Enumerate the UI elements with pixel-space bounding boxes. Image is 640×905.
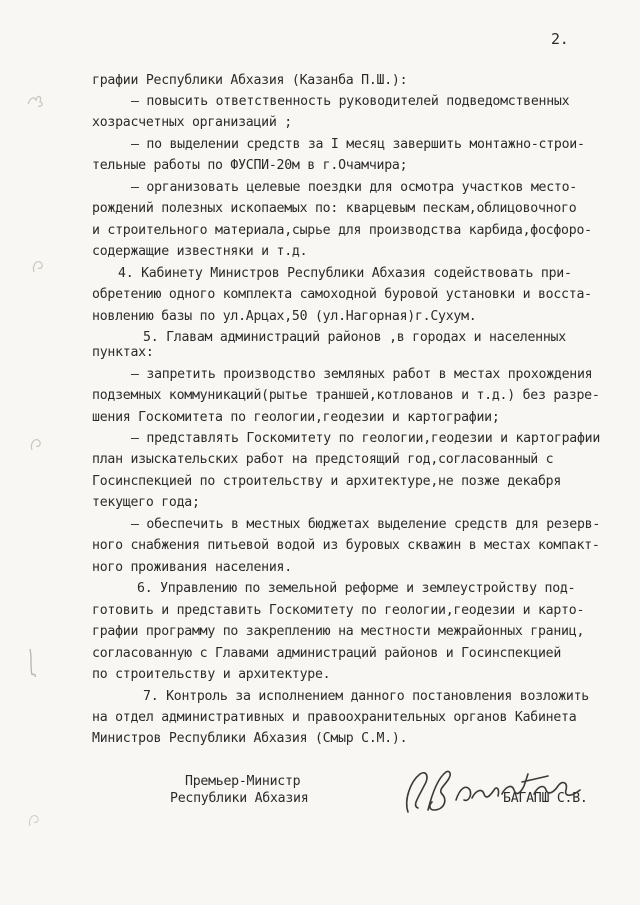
text-line: графии программу по закреплению на местности межрайонных границ, [92,624,585,639]
text-line: 6. Управлению по земельной реформе и землеустройству под- [137,581,576,596]
text-line: подземных коммуникаций(рытье траншей,котлованов и т.д.) без разре- [92,388,600,403]
text-line: – обеспечить в местных бюджетах выделение средств для резерв- [131,517,601,532]
signatory-title: Республики Абхазия [170,791,309,806]
stain-mark [28,254,48,278]
stain-mark [24,645,40,679]
text-line: хозрасчетных организаций ; [92,115,292,130]
text-line: – представлять Госкомитету по геологии,геодезии и картографии [131,431,601,446]
text-line: графии Республики Абхазия (Казанба П.Ш.): [92,73,408,88]
text-line: – организовать целевые поездки для осмотра участков место- [131,180,577,195]
signatory-title: Премьер-Министр [185,774,301,789]
text-line: согласованную с Главами администраций районов и Госинспекцией [92,646,562,661]
stain-mark [22,88,48,112]
text-line: 7. Контроль за исполнением данного постановления возложить [143,689,589,704]
text-line: новлению базы по ул.Арцах,50 (ул.Нагорная)г.Сухум. [92,309,477,324]
signatory-name: БАГАПШ С.В. [503,791,588,806]
text-line: рождений полезных ископаемых по: кварцевым пескам,облицовочного [92,201,577,216]
text-line: 5. Главам администраций районов ,в городах и населенных [143,330,566,345]
stain-mark [26,432,46,456]
text-line: пунктах: [92,345,154,360]
text-line: содержащие известняки и т.д. [92,244,308,259]
text-line: Министров Республики Абхазия (Смыр С.М.). [92,731,408,746]
text-line: тельные работы по ФУСПИ-20м в г.Очамчира; [92,158,408,173]
text-line: обретению одного комплекта самоходной буровой установки и восста- [92,287,592,302]
text-line: текущего года; [92,495,200,510]
text-line: и строительного материала,сырье для производства карбида,фосфоро- [92,223,592,238]
page-number: 2. [551,30,569,48]
text-line: Госинспекцией по строительству и архитектуре,не позже декабря [92,474,562,489]
text-line: – повысить ответственность руководителей подведомственных [131,94,570,109]
text-line: готовить и представить Госкомитету по геологии,геодезии и карто- [92,603,585,618]
stain-mark [24,808,44,832]
text-line: на отдел административных и правоохранительных органов Кабинета [92,710,577,725]
text-line: – запретить производство земляных работ в местах прохождения [131,367,593,382]
text-line: ного снабжения питьевой водой из буровых скважин в местах компакт- [92,538,600,553]
text-line: – по выделении средств за I месяц завершить монтажно-строи- [131,137,585,152]
text-line: по строительству и архитектуре. [92,667,331,682]
text-line: план изыскательских работ на предстоящий год,согласованный с [92,452,554,467]
text-line: шения Госкомитета по геологии,геодезии и картографии; [92,410,500,425]
text-line: 4. Кабинету Министров Республики Абхазия содействовать при- [118,266,572,281]
text-line: ного проживания населения. [92,560,292,575]
handwritten-signature [398,760,588,820]
